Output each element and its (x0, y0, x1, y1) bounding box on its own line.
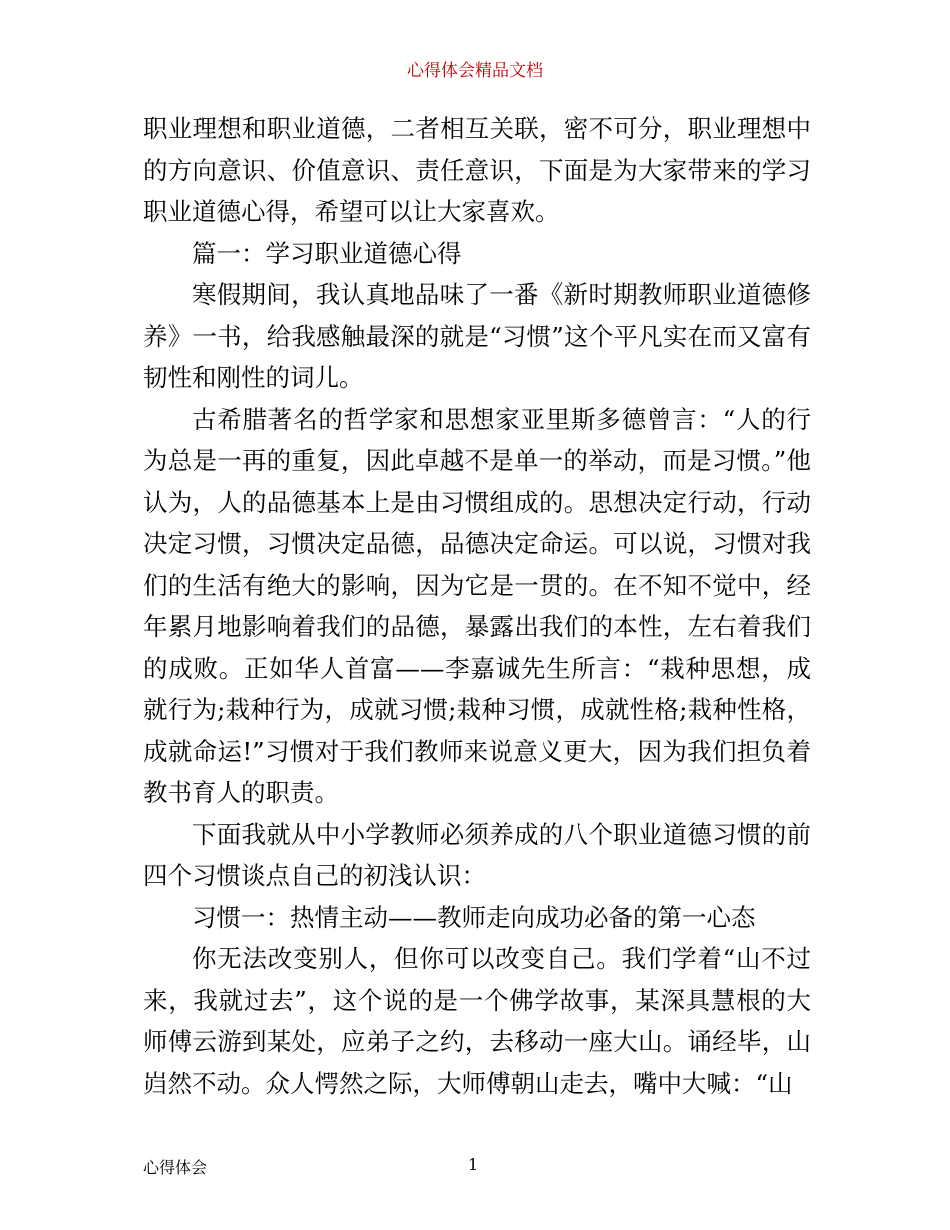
footer-label: 心得体会 (143, 1158, 208, 1177)
page-header: 心得体会精品文档 (407, 61, 543, 81)
paragraph: 寒假期间，我认真地品味了一番《新时期教师职业道德修养》一书，给我感触最深的就是“习惯”这个平凡实在而又富有韧性和刚性的词儿。 (143, 280, 811, 392)
paragraph-intro: 职业理想和职业道德，二者相互关联，密不可分，职业理想中的方向意识、价值意识、责任意识，下面是为大家带来的学习职业道德心得，希望可以让大家喜欢。 (143, 114, 811, 226)
paragraph: 下面我就从中小学教师必须养成的八个职业道德习惯的前四个习惯谈点自己的初浅认识： (143, 819, 811, 890)
habit-heading-1: 习惯一：热情主动——教师走向成功必备的第一心态 (192, 902, 756, 932)
section-heading-1: 篇一：学习职业道德心得 (192, 238, 462, 268)
document-body (143, 108, 811, 1104)
paragraph: 古希腊著名的哲学家和思想家亚里斯多德曾言：“人的行为总是一再的重复，因此卓越不是单一的举动，而是习惯。”他认为，人的品德基本上是由习惯组成的。思想决定行动，行动决定习惯，习惯决定品德，品德决定命运。可以说，习惯对我们的生活有绝大的影响，因为它是一贯的。在不知不觉中，经年累月地影响着我们的品德，暴露出我们的本性，左右着我们的成败。正如华人首富——李嘉诚先生所言：“栽种思想，成就行为;栽种行为，成就习惯;栽种习惯，成就性格;栽种性格，成就命运!”习惯对于我们教师来说意义更大，因为我们担负着教书育人的职责。 (143, 404, 811, 807)
page-number: 1 (468, 1155, 479, 1174)
paragraph: 你无法改变别人，但你可以改变自己。我们学着“山不过来，我就过去”，这个说的是一个佛学故事，某深具慧根的大师傅云游到某处，应弟子之约，去移动一座大山。诵经毕，山岿然不动。众人愕然之际，大师傅朝山走去，嘴中大喊：“山 (143, 944, 811, 1098)
